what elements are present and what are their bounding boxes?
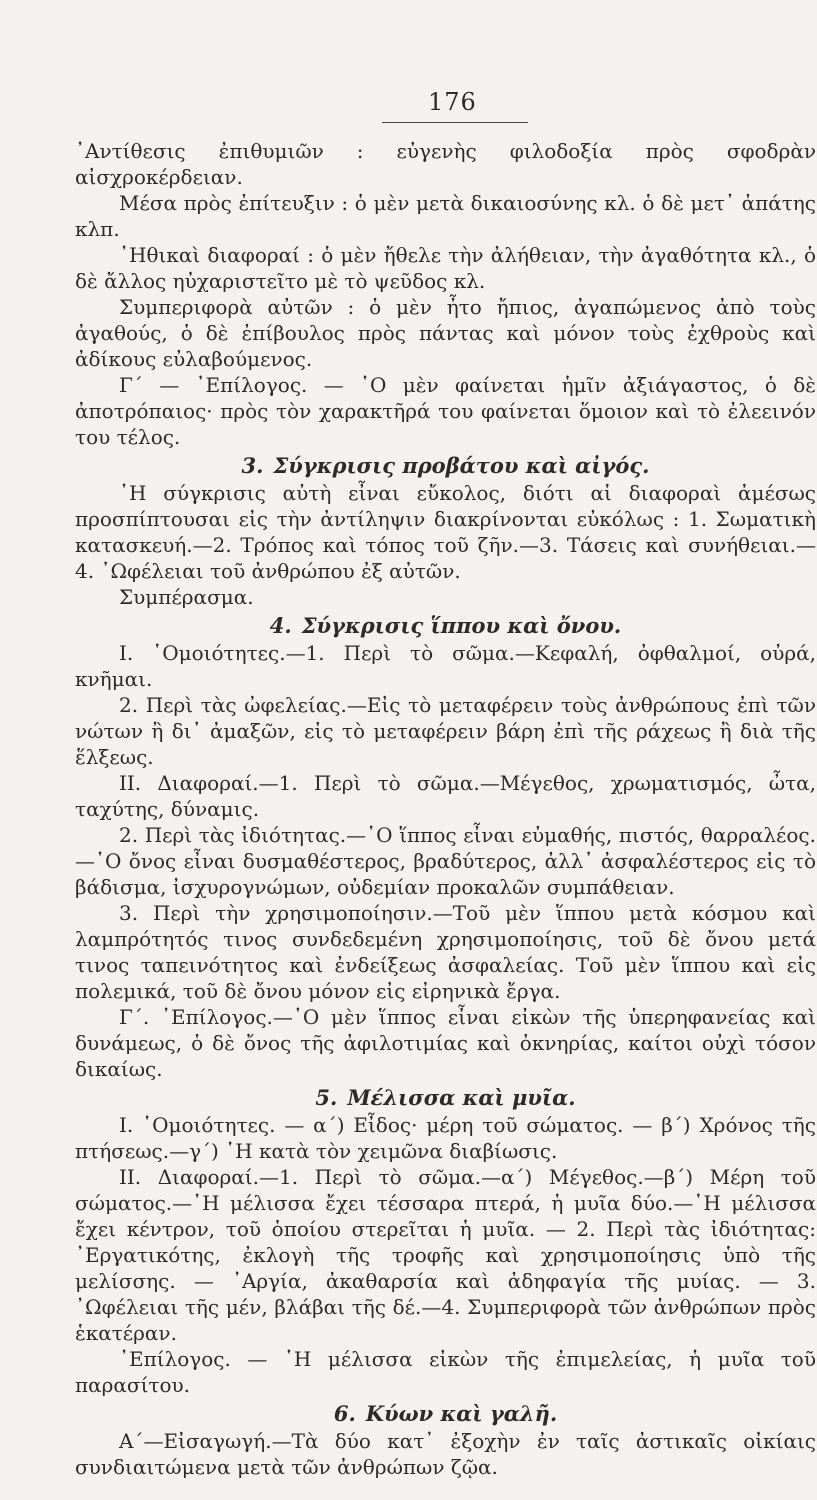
paragraph: ῾Η σύγκρισις αὐτὴ εἶναι εὔκολος, διότι αἱ διαφοραὶ ἀμέσως προσπίπτουσαι εἰς τὴν ἀντίληψιν διακρίνονται εὐκόλως : 1. Σωματικὴ κατασκευή.—2. Τρόπος καὶ τόπος τοῦ ζῆν.—3. Τάσεις καὶ συνήθειαι.— 4. ᾿Ωφέλειαι τοῦ ἀνθρώπου ἐξ αὐτῶν. [75, 481, 816, 583]
page-number-rule [382, 122, 528, 123]
section-heading-6 [75, 1398, 816, 1428]
paragraph: 3. Περὶ τὴν χρησιμοποίησιν.—Τοῦ μὲν ἵππου μετὰ κόσμου καὶ λαμπρότητός τινος συνδεδεμένη χρησιμοποίησις, τοῦ δὲ ὄνου μετά τινος ταπεινότητος καὶ ἐνδείξεως ἀσφαλείας. Τοῦ μὲν ἵππου καὶ εἰς πολεμικά, τοῦ δὲ ὄνου μόνον εἰς εἰρηνικὰ ἔργα. [75, 901, 816, 1003]
paragraph: Συμπέρασμα. [119, 585, 254, 609]
paragraph: ΙΙ. Διαφοραί.—1. Περὶ τὸ σῶμα.—α΄) Μέγεθος.—β΄) Μέρη τοῦ σώματος.—῾Η μέλισσα ἔχει τέσσαρα πτερά, ἡ μυῖα δύο.—῾Η μέλισσα ἔχει κέντρον, τοῦ ὁποίου στερεῖται ἡ μυῖα. — 2. Περὶ τὰς ἰδιότητας: ᾿Εργατικότης, ἐκλογὴ τῆς τροφῆς καὶ χρησιμοποίησις ὑπὸ τῆς μελίσσης. — ᾿Αργία, ἀκαθαρσία καὶ ἀδηφαγία τῆς μυίας. — 3. ᾿Ωφέλειαι τῆς μέν, βλάβαι τῆς δέ.—4. Συμπεριφορὰ τῶν ἀνθρώπων πρὸς ἑκατέραν. [75, 1165, 816, 1345]
paragraph: 2. Περὶ τὰς ἰδιότητας.—῾Ο ἵππος εἶναι εὐμαθής, πιστός, θαρραλέος. —῾Ο ὄνος εἶναι δυσμαθέστερος, βραδύτερος, ἀλλ᾿ ἀσφαλέστερος εἰς τὸ βάδισμα, ἰσχυρογνώμων, οὐδεμίαν προκαλῶν συμπάθειαν. [75, 823, 816, 899]
section-number: 5. [315, 1085, 338, 1110]
paragraph: Γ΄ — ᾿Επίλογος. — ῾Ο μὲν φαίνεται ἡμῖν ἀξιάγαστος, ὁ δὲ ἀποτρόπαιος· πρὸς τὸν χαρακτῆρά του φαίνεται ὅμοιον καὶ τὸ ἐλεεινόν του τέλος. [75, 373, 816, 449]
section-number: 4. [269, 613, 292, 638]
section-heading-3 [75, 450, 816, 480]
paragraph: ᾿Ηθικαὶ διαφοραί : ὁ μὲν ἤθελε τὴν ἀλήθειαν, τὴν ἀγαθότητα κλ., ὁ δὲ ἄλλος ηὐχαριστεῖτο μὲ τὸ ψεῦδος κλ. [75, 243, 816, 293]
section-title: Σύγκρισις ἵππου καὶ ὄνου. [301, 613, 622, 638]
paragraph: ᾿Επίλογος. — ῾Η μέλισσα εἰκὼν τῆς ἐπιμελείας, ἡ μυῖα τοῦ παρασίτου. [75, 1347, 816, 1397]
section-heading-5 [75, 1082, 816, 1112]
section-title: Μέλισσα καὶ μυῖα. [347, 1085, 576, 1110]
paragraph: 2. Περὶ τὰς ὠφελείας.—Εἰς τὸ μεταφέρειν τοὺς ἀνθρώπους ἐπὶ τῶν νώτων ἢ δι᾿ ἀμαξῶν, εἰς τὸ μεταφέρειν βάρη ἐπὶ τῆς ράχεως ἢ διὰ τῆς ἕλξεως. [75, 693, 816, 769]
section-title: Κύων καὶ γαλῆ. [365, 1401, 558, 1426]
paragraph: ᾿Αντίθεσις ἐπιθυμιῶν : εὐγενὴς φιλοδοξία πρὸς σφοδρὰν αἰσχροκέρδειαν. [75, 139, 816, 189]
paragraph: Ι. ῾Ομοιότητες. — α΄) Εἶδος· μέρη τοῦ σώματος. — β΄) Χρόνος τῆς πτήσεως.—γ΄) ῾Η κατὰ τὸν χειμῶνα διαβίωσις. [75, 1113, 816, 1163]
section-title: Σύγκρισις προβάτου καὶ αἰγός. [273, 453, 650, 478]
paragraph: Α΄—Εἰσαγωγή.—Τὰ δύο κατ᾿ ἐξοχὴν ἐν ταῖς ἀστικαῖς οἰκίαις συνδιαιτώμενα μετὰ τῶν ἀνθρώπων ζῷα. [75, 1429, 816, 1479]
section-number: 3. [241, 453, 264, 478]
paragraph: ΙΙ. Διαφοραί.—1. Περὶ τὸ σῶμα.—Μέγεθος, χρωματισμός, ὦτα, ταχύτης, δύναμις. [75, 771, 816, 821]
paragraph: Συμπεριφορὰ αὐτῶν : ὁ μὲν ἦτο ἤπιος, ἀγαπώμενος ἀπὸ τοὺς ἀγαθούς, ὁ δὲ ἐπίβουλος πρὸς πάντας καὶ μόνον τοὺς ἐχθροὺς καὶ ἀδίκους εὐλαβούμενος. [75, 295, 816, 371]
section-heading-4 [75, 610, 816, 640]
paragraph: Ι. ῾Ομοιότητες.—1. Περὶ τὸ σῶμα.—Κεφαλή, ὀφθαλμοί, οὐρά, κνῆμαι. [75, 641, 816, 691]
paragraph: Μέσα πρὸς ἐπίτευξιν : ὁ μὲν μετὰ δικαιοσύνης κλ. ὁ δὲ μετ᾿ ἀπάτης κλπ. [75, 191, 816, 241]
page-number: 176 [428, 88, 477, 116]
paragraph: Γ΄. ᾿Επίλογος.—῾Ο μὲν ἵππος εἶναι εἰκὼν τῆς ὑπερηφανείας καὶ δυνάμεως, ὁ δὲ ὄνος τῆς ἀφιλοτιμίας καὶ ὀκνηρίας, καίτοι οὐχὶ τόσον δικαίως. [75, 1005, 816, 1081]
page-text [75, 138, 816, 1480]
section-number: 6. [333, 1401, 356, 1426]
